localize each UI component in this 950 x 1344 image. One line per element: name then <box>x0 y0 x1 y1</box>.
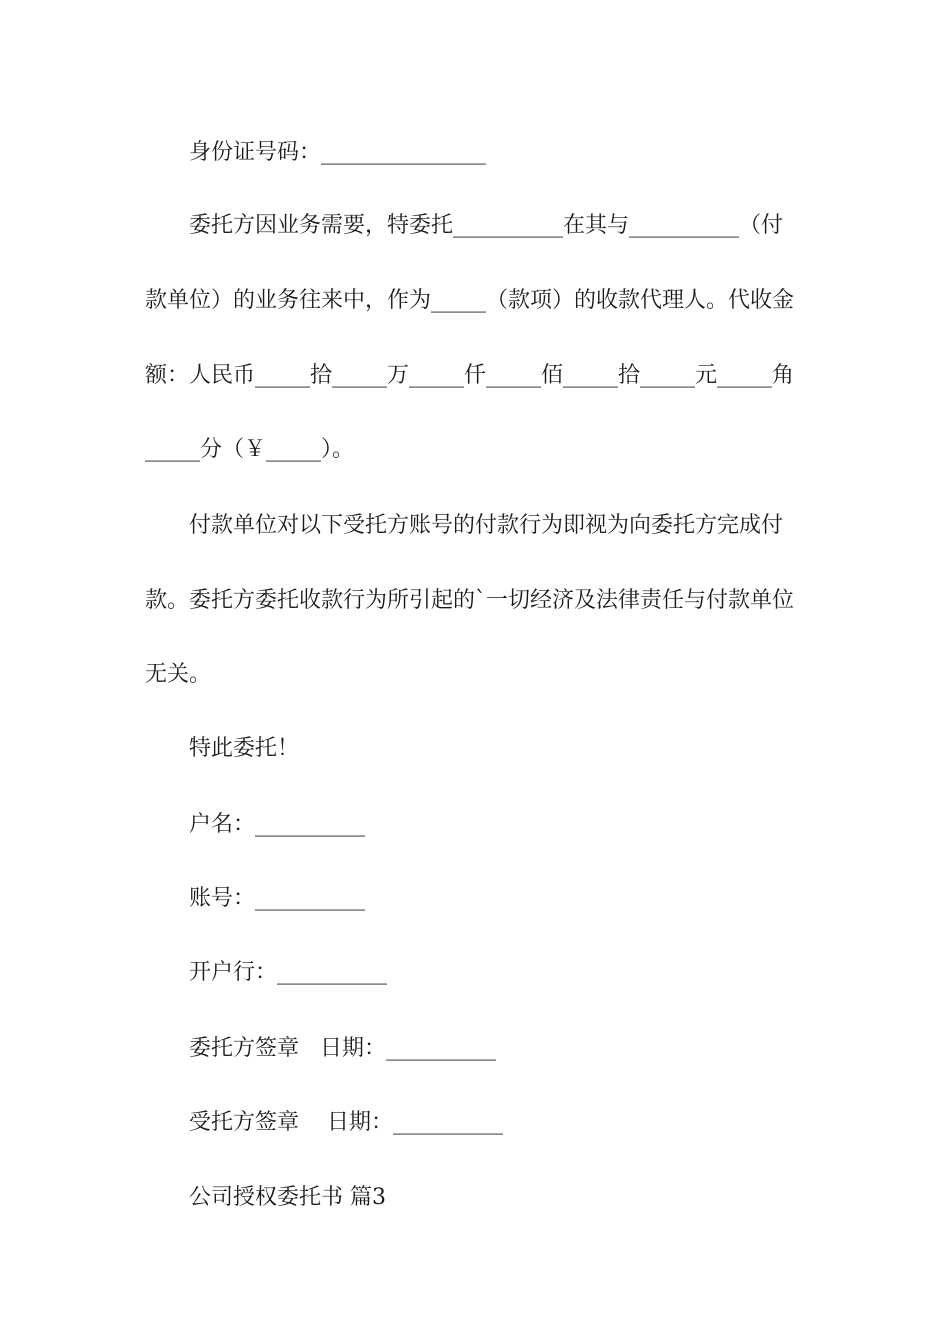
paragraph-2-line-3: 无关。 <box>145 662 212 687</box>
closing-line: 特此委托！ <box>189 736 300 761</box>
paragraph-1-line-1: 委托方因业务需要，特委托__________在其与__________（付 <box>189 213 784 238</box>
paragraph-2-line-1: 付款单位对以下受托方账号的付款行为即视为向委托方完成付 <box>189 513 784 538</box>
id-number-line: 身份证号码：_______________ <box>189 140 487 165</box>
paragraph-2-line-2: 款。委托方委托收款行为所引起的`一切经济及法律责任与付款单位 <box>145 588 795 613</box>
paragraph-1-line-2: 款单位）的业务往来中，作为_____（款项）的收款代理人。代收金 <box>145 288 795 313</box>
paragraph-1-line-3: 额：人民币_____拾_____万_____仟_____佰_____拾_____元_____角 <box>145 363 795 388</box>
account-name-line: 户名：__________ <box>189 812 366 837</box>
section-heading: 公司授权委托书 篇3 <box>189 1185 386 1210</box>
bank-line: 开户行：__________ <box>189 960 388 985</box>
agent-signature-line: 受托方签章 日期：__________ <box>189 1110 503 1135</box>
principal-signature-line: 委托方签章 日期：__________ <box>189 1036 496 1061</box>
paragraph-1-line-4: _____分（￥_____）。 <box>145 437 355 462</box>
account-number-line: 账号：__________ <box>189 886 366 911</box>
